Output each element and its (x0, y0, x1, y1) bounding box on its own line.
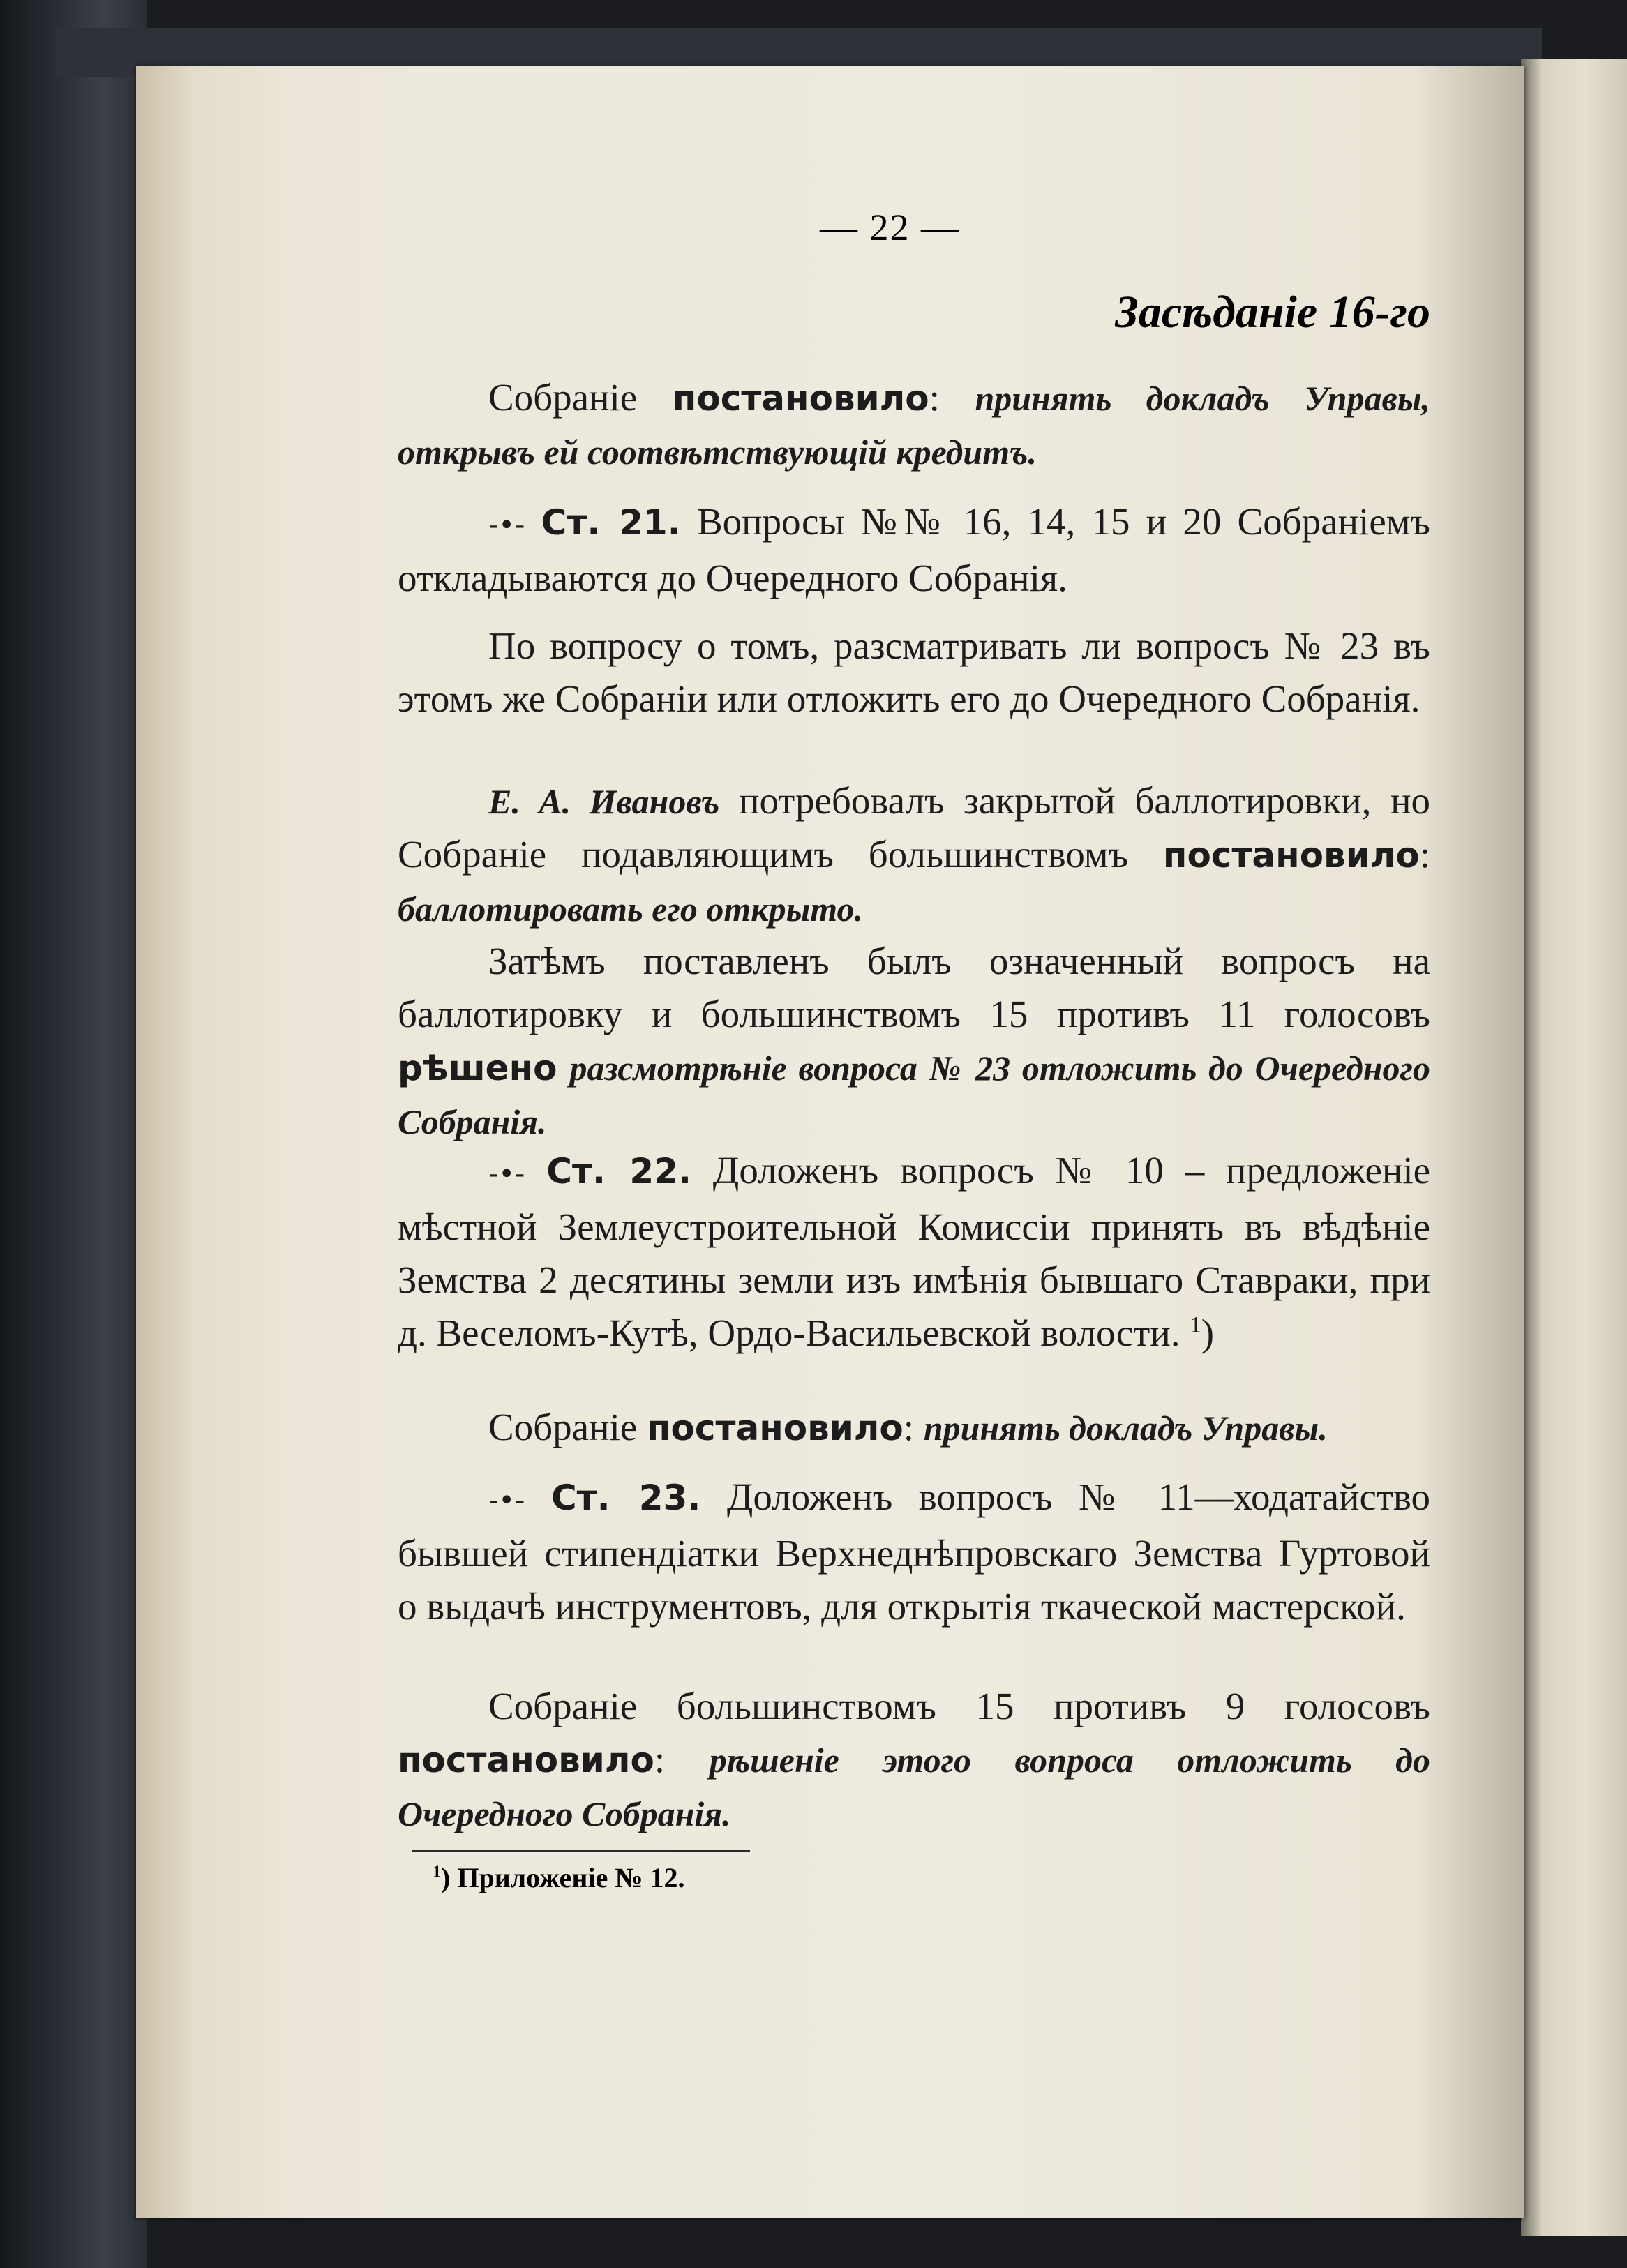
footnote-number: 1 (433, 1863, 441, 1882)
paragraph-article-21: -•- Ст. 21. Вопросы №№ 16, 14, 15 и 20 Собраніемъ откладываются до Очередного Собранія. (398, 500, 1430, 599)
resolution-keyword: постановило (646, 1408, 904, 1448)
article-number: Ст. 23. (550, 1478, 701, 1518)
page-number: — 22 — (820, 206, 960, 248)
decision-keyword: рѣшено (398, 1048, 557, 1088)
resolution-text: рѣшеніе этого вопроса отложить до Очередного Собранія. (398, 1741, 1430, 1833)
paragraph-resolution-2: Собраніе постановило: принять докладъ Управы. (488, 1406, 1328, 1448)
resolution-keyword: постановило (672, 378, 929, 419)
article-marker-icon: -•- (488, 1158, 525, 1190)
book-cover-left (0, 0, 147, 2268)
article-number: Ст. 21. (541, 502, 681, 543)
article-marker-icon: -•- (488, 1485, 525, 1517)
paragraph-resolution-3: Собраніе большинствомъ 15 противъ 9 голосовъ постановило: рѣшеніе этого вопроса отложить до Очередного Собранія. (398, 1685, 1430, 1833)
article-number: Ст. 22. (546, 1151, 691, 1192)
paragraph-article-22: -•- Ст. 22. Доложенъ вопросъ № 10 – предложеніе мѣстной Землеустроительной Комиссіи принять въ вѣдѣніе Земства 2 десятины земли изъ имѣнія бывшаго Ставраки, при д. Веселомъ-Кутѣ, Ордо-Васильевской волости. $^1$) (398, 1149, 1431, 1354)
footnote: $^1$) Приложеніе № 12. (433, 1862, 685, 1893)
paragraph-question-23: По вопросу о томъ, разсматривать ли вопросъ № 23 въ этомъ же Собраніи или отложить его до Очередного Собранія. (398, 624, 1430, 720)
article-marker-icon: -•- (488, 509, 525, 541)
footnote-divider (412, 1850, 750, 1852)
next-page-edge (1521, 59, 1627, 2236)
decision-text: разсмотрѣніе вопроса № 23 отложить до Очередного Собранія. (398, 1049, 1431, 1141)
resolution-keyword: постановило (398, 1740, 654, 1780)
footnote-text: Приложеніе № 12. (457, 1862, 685, 1893)
paragraph-resolution-1: Собраніе постановило: принять докладъ Управы, открывъ ей соотвѣтствующій кредитъ. (398, 376, 1431, 472)
resolution-text: принять докладъ Управы. (923, 1409, 1328, 1448)
footnote-reference: 1 (1190, 1312, 1201, 1338)
paragraph-article-23: -•- Ст. 23. Доложенъ вопросъ № 11—ходатайство бывшей стипендіатки Верхнеднѣпровскаго Земства Гуртовой о выдачѣ инструментовъ, для открытія ткаческой мастерской. (398, 1475, 1431, 1628)
resolution-text: баллотировать его открыто. (398, 889, 864, 929)
paragraph-ivanov: Е. А. Ивановъ потребовалъ закрытой баллотировки, но Собраніе подавляющимъ большинствомъ постановило: баллотировать его открыто. (398, 779, 1430, 929)
paragraph-vote: Затѣмъ поставленъ былъ означенный вопросъ на баллотировку и большинствомъ 15 противъ 11 голосовъ рѣшено разсмотрѣніе вопроса № 23 отложить до Очередного Собранія. (398, 940, 1431, 1141)
resolution-keyword: постановило (1162, 835, 1420, 876)
page-header: Засѣданіе 16-го (1115, 287, 1430, 338)
person-name: Е. А. Ивановъ (488, 782, 720, 821)
resolution-text: принять докладъ Управы, открывъ ей соотвѣтствующій кредитъ. (398, 379, 1431, 472)
